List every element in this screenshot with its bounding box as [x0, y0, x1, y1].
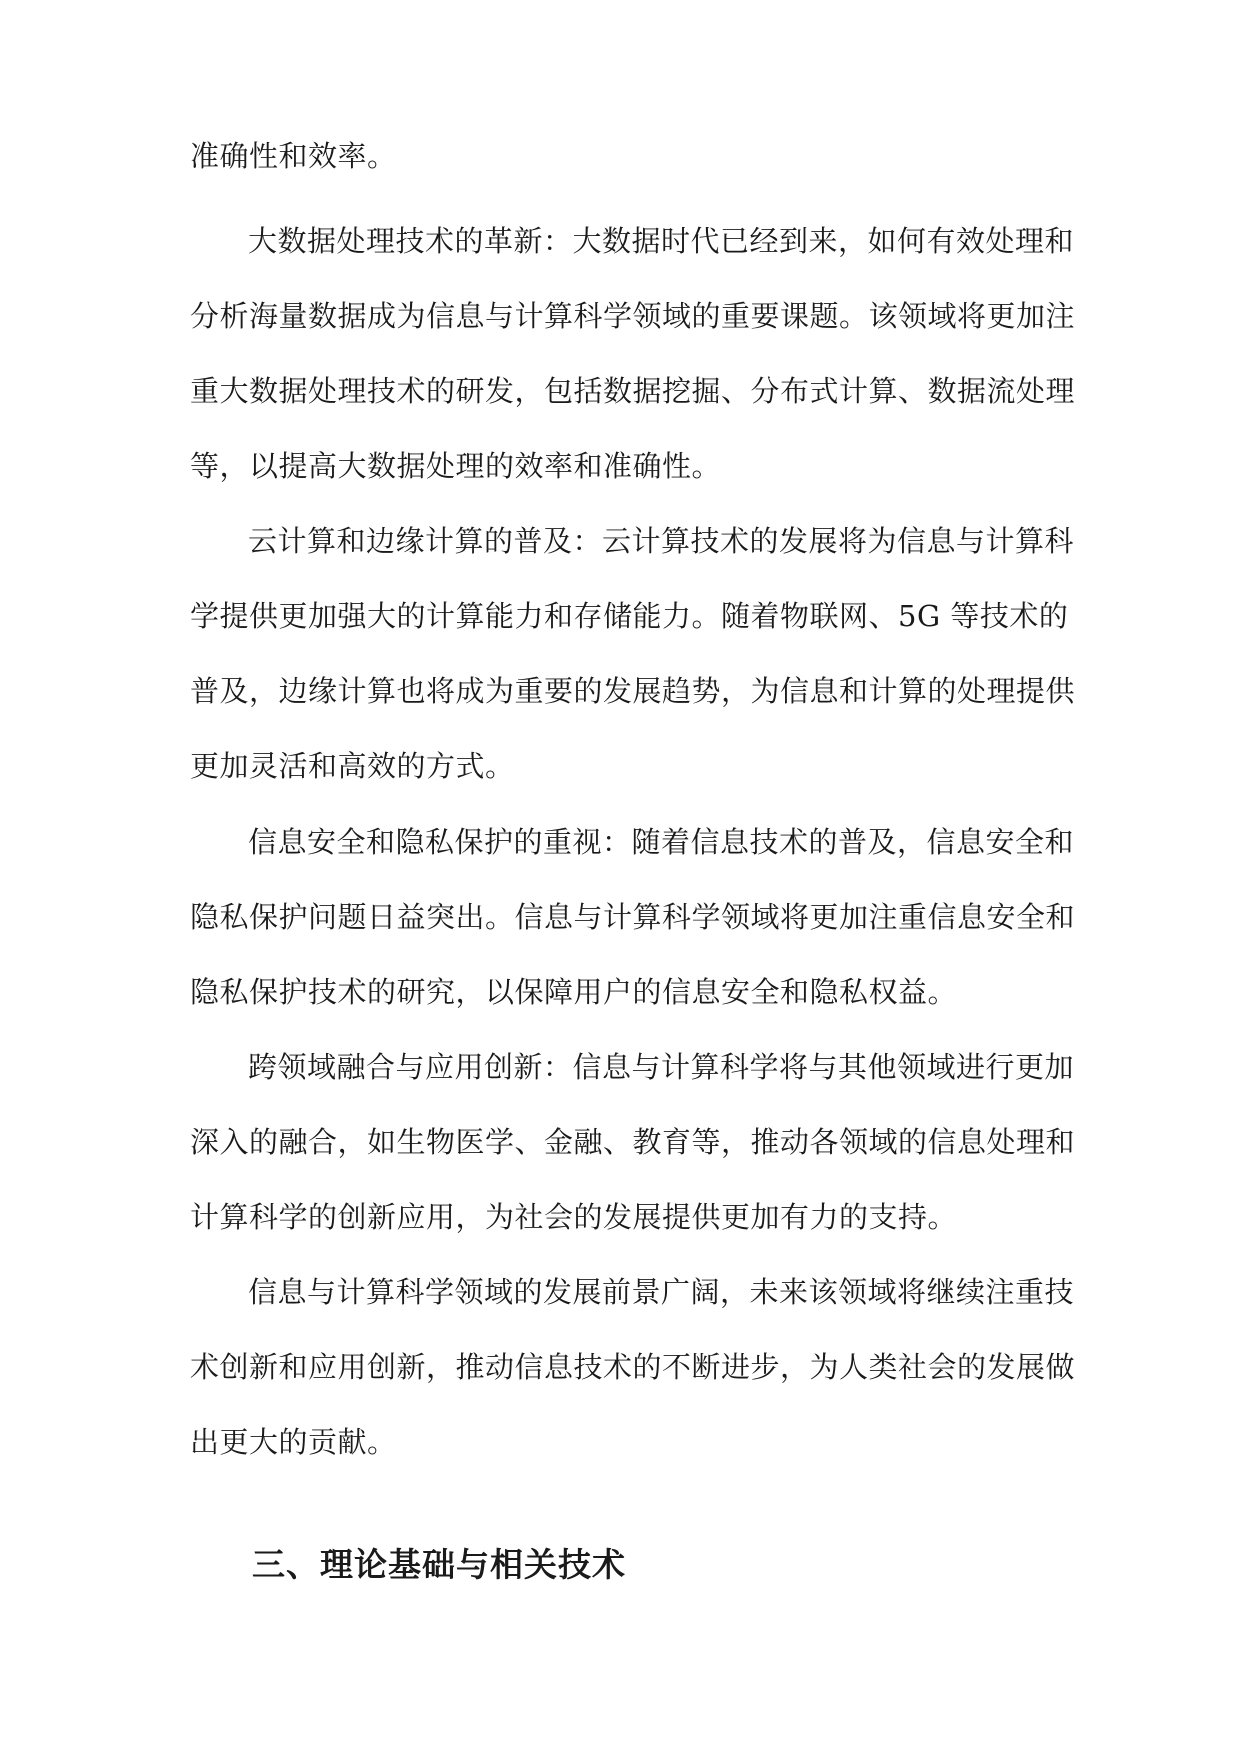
paragraph-line: 等，以提高大数据处理的效率和准确性。	[190, 449, 722, 483]
paragraph-line: 出更大的贡献。	[190, 1425, 397, 1459]
paragraph-line: 重大数据处理技术的研发，包括数据挖掘、分布式计算、数据流处理	[190, 374, 1076, 408]
paragraph-line: 普及，边缘计算也将成为重要的发展趋势，为信息和计算的处理提供	[190, 674, 1076, 708]
paragraph-line: 深入的融合，如生物医学、金融、教育等，推动各领域的信息处理和	[190, 1125, 1076, 1159]
paragraph-line: 术创新和应用创新，推动信息技术的不断进步，为人类社会的发展做	[190, 1350, 1076, 1384]
paragraph-line: 更加灵活和高效的方式。	[190, 749, 515, 783]
paragraph-line: 学提供更加强大的计算能力和存储能力。随着物联网、5G 等技术的	[190, 599, 1069, 633]
paragraph-line: 分析海量数据成为信息与计算科学领域的重要课题。该领域将更加注	[190, 299, 1076, 333]
paragraph-line: 隐私保护技术的研究，以保障用户的信息安全和隐私权益。	[190, 975, 958, 1009]
paragraph-line: 计算科学的创新应用，为社会的发展提供更加有力的支持。	[190, 1200, 958, 1234]
paragraph-line: 隐私保护问题日益突出。信息与计算科学领域将更加注重信息安全和	[190, 900, 1076, 934]
paragraph-line: 大数据处理技术的革新：大数据时代已经到来，如何有效处理和	[248, 224, 1075, 258]
paragraph-line: 信息与计算科学领域的发展前景广阔，未来该领域将继续注重技	[248, 1275, 1075, 1309]
paragraph-line: 跨领域融合与应用创新：信息与计算科学将与其他领域进行更加	[248, 1050, 1075, 1084]
paragraph-line: 云计算和边缘计算的普及：云计算技术的发展将为信息与计算科	[248, 524, 1075, 558]
paragraph-line: 准确性和效率。	[190, 139, 397, 173]
section-heading: 三、理论基础与相关技术	[252, 1545, 626, 1584]
paragraph-line: 信息安全和隐私保护的重视：随着信息技术的普及，信息安全和	[248, 825, 1075, 859]
